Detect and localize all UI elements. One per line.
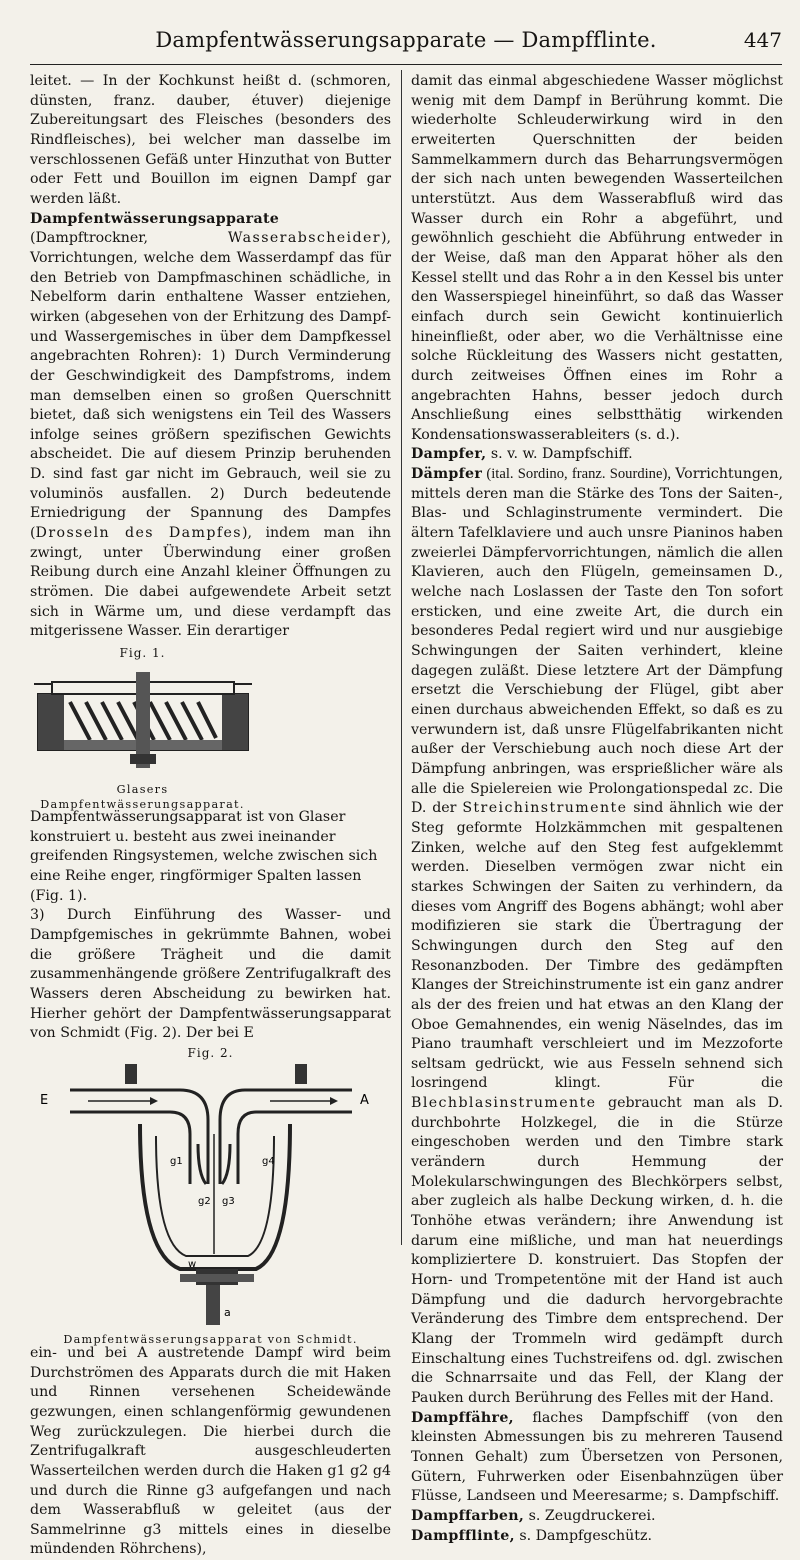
- paragraph-kruemmung: 3) Durch Einführung des Wasser- und Dampfgemisches in gekrümmte Bahnen, wobei die größere Trägheit und die damit zusammenhängende größere Zentrifugalkraft des Wassers deren Abscheidung zu bewirken hat. Hierher gehört der Dampfentwässerungsapparat von Schmidt (Fig. 2). Der bei E: [30, 907, 391, 1042]
- figure-2-drawing: [30, 1064, 391, 1326]
- entry-headword: Dampfentwässerungsapparate: [30, 210, 280, 227]
- entry-text: ), Vorrichtungen, welche dem Wasserdampf das für den Betrieb von Dampfmaschinen schädliche, in Nebelform darin enthaltene Wasser entziehen, wirken (abgesehen von der Erhitzung des Dampf- und Wassergemisches in über dem Dampfkessel angebrachten Rohren): 1) Durch Verminderung der Geschwindigkeit des Dampfstroms, indem man demselben einen so großen Querschnitt bietet, daß sich wenigstens ein Teil des Wassers infolge seines größern spezifischen Gewichts abscheidet. Die auf diesem Prinzip beruhenden D. sind fast gar nicht im Gebrauch, weil sie zu voluminös ausfallen. 2) Durch bedeutende Erniedrigung der Spannung des Dampfes (: [30, 230, 391, 542]
- entry-headword: Dampfer,: [411, 446, 487, 463]
- paragraph-kochkunst: leitet. — In der Kochkunst heißt d. (schmoren, dünsten, franz. dauber, étuver) diejenige Zubereitungsart des Fleisches (besonders des Rindfleisches), bei welcher man dasselbe im verschlossenen Gefäß unter Hinzuthat von Butter oder Fett und Bouillon im eignen Dampf gar werden läßt.: [30, 73, 391, 207]
- emphasis-drosseln: Drosseln des Dampfes: [35, 525, 242, 542]
- entry-text: ), indem man ihn zwingt, unter Überwindung einer großen Reibung durch eine Anzahl kleiner Öffnungen zu strömen. Die dabei aufgewendete Arbeit setzt sich in Wärme um, und diese verdampft das mitgerissene Wasser. Ein derartiger: [30, 525, 391, 640]
- figure-2-caption: Dampfentwässerungsapparat von Schmidt.: [63, 1333, 358, 1347]
- header-rule: [30, 64, 782, 65]
- right-column: [411, 72, 783, 1546]
- entry-text: sind ähnlich wie der Steg geformte Holzkämmchen mit gespaltenen Zinken, welche auf den Steg fest aufgeklemmt werden. Dieselben vermögen zwar nicht ein starkes Schwingen der Saiten zu verhindern, da dieses vom Angriff des Bogens abhängt; wohl aber modifizieren sie stark die Übertragung der Schwingungen durch den Steg auf den Resonanzboden. Der Timbre des gedämpften Klanges der Streichinstrumente ist ein ganz andrer als der des freien und hat etwas an den Klang der Oboe Gemahnendes, ein wenig Näselndes, das im Piano traumhaft verschleiert und im Mezzoforte seltsam gedrückt, wie aus Fesseln sehnend sich losringend klingt. Für die: [411, 800, 783, 1092]
- entry-text: s. Dampfgeschütz.: [514, 1527, 652, 1544]
- figure-1: [30, 644, 255, 812]
- figure-2-label-a: a: [224, 1305, 231, 1319]
- entry-text: gebraucht man als D. durchbohrte Holzkegel, die in die Stürze eingeschoben werden und den Timbre stark verändern durch Hemmung der Molekularschwingungen des Blechkörpers selbst, aber zugleich als halbe Deckung wirken, d. h. die Tonhöhe etwas verändern; ihre Anwendung ist darum eine mißliche, und man hat neuerdings kompliziertere D. konstruiert. Das Stopfen der Horn- und Trompetentöne mit der Hand ist auch Dämpfung und die dadurch hervorgebrachte Veränderung des Timbre dem entsprechend. Der Klang der Trommeln wird gedämpft durch Einschaltung eines Tuchstreifens od. dgl. zwischen die Schnarrsaite und das Fell, der Klang der Pauken durch Berührung des Felles mit der Hand.: [411, 1095, 783, 1406]
- entry-etymology: (ital. Sordino, franz. Sourdine),: [482, 466, 676, 483]
- figure-1-label: Fig. 1.: [119, 646, 166, 661]
- page-header: [30, 28, 782, 58]
- entry-headword: Dämpfer: [411, 466, 483, 483]
- figure-1-drawing: [30, 664, 255, 776]
- entry-synonym: Wasserabscheider: [227, 230, 381, 247]
- figure-2: [30, 1044, 391, 1347]
- figure-2-label-A: A: [360, 1092, 369, 1108]
- figure-2-label-g4: g4: [262, 1155, 275, 1167]
- figure-2-label-g1: g1: [170, 1155, 183, 1167]
- figure-2-label-g2: g2: [198, 1195, 211, 1207]
- figure-1-wrap-text: Dampfentwässerungsapparat ist von Glaser konstruiert u. besteht aus zwei ineinander greifenden Ringsystemen, welche zwischen sich eine Reihe enger, ringförmiger Spalten lassen (Fig. 1).: [30, 809, 378, 904]
- figure-2-label-g3: g3: [222, 1195, 235, 1207]
- figure-2-label-w: w: [188, 1258, 197, 1270]
- entry-headword: Dampffähre,: [411, 1409, 514, 1426]
- entry-daempfer: [411, 465, 783, 1409]
- page-number: 447: [743, 28, 782, 52]
- column-divider: [401, 70, 402, 1245]
- left-column: [30, 72, 391, 1560]
- running-title: Dampfentwässerungsapparate — Dampfflinte.: [155, 28, 657, 52]
- entry-text: s. Zeugdruckerei.: [524, 1507, 656, 1524]
- entry-dampfer: [411, 445, 783, 465]
- entry-dampffarben: [411, 1507, 783, 1527]
- paragraph-continuation: damit das einmal abgeschiedene Wasser möglichst wenig mit dem Dampf in Berührung kommt. Die wiederholte Schleuderwirkung wird in den erweiterten Querschnitten der beiden Sammelkammern durch das Beharrungsvermögen der sich nach unten bewegenden Wasserteilchen unterstützt. Aus dem Wasserabfluß wird das Wasser durch ein Rohr a abgeführt, und gewöhnlich geschieht die Abführung entweder in der Weise, daß man den Apparat höher als den Kessel stellt und das Rohr a in den Kessel bis unter den Wasserspiegel hineinführt, so daß das Wasser einfach durch sein Gewicht kontinuierlich hineinfließt, oder aber, wo die Verhältnisse eine solche Rückleitung des Wassers nicht gestatten, durch zeitweises Öffnen eines im Rohr a angebrachten Hahns, besser jedoch durch Anschließung eines selbstthätig wirkenden Kondensationswasserableiters (s. d.).: [411, 73, 783, 443]
- entry-text: Vorrichtungen, mittels deren man die Stärke des Tons der Saiten-, Blas- und Schlaginstrumente vermindert. Die ältern Tafelklaviere und auch unsre Pianinos haben zweierlei Dämpfervorrichtungen, nämlich die allen Klavieren, auch den Flügeln, gemeinsamen D., welche nach Loslassen der Taste den Ton sofort ersticken, und eine zweite Art, die durch ein besonderes Pedal regiert wird und nur ausgiebige Schwingungen der Saiten verhindert, kleine dagegen zuläßt. Diese letztere Art der Dämpfung ersetzt die Verschiebung der Flügel, gibt aber einen durchaus abweichenden Effekt, so daß es zu verwundern ist, daß unsre Flügelfabrikanten nicht außer der Verschiebung auch noch diese Art der Dämpfung anbringen, was ersprießlicher wäre als alle die Spielereien wie Prolongationspedal zc. Die D. der: [411, 466, 783, 817]
- paragraph-schmidt-apparat: ein- und bei A austretende Dampf wird beim Durchströmen des Apparats durch die mit Haken und Rinnen versehenen Scheidewände gezwungen, einen schlangenförmig gewundenen Weg zurückzulegen. Die hierbei durch die Zentrifugalkraft ausgeschleuderten Wasserteilchen werden durch die Haken g1 g2 g4 und durch die Rinne g3 aufgefangen und nach dem Wasserabfluß w geleitet (aus der Sammelrinne g3 mittels eines in dieselbe mündenden Röhrchens),: [30, 1344, 391, 1558]
- entry-dampfflinte: [411, 1527, 783, 1547]
- entry-dampffaehre: [411, 1409, 783, 1507]
- entry-headword: Dampfflinte,: [411, 1527, 515, 1544]
- figure-2-label: Fig. 2.: [187, 1045, 234, 1060]
- entry-dampfentwaesserungsapparate: [30, 210, 391, 642]
- emphasis-streichinstrumente: Streichinstrumente: [462, 800, 628, 817]
- entry-text: flaches Dampfschiff (von den kleinsten Abmessungen bis zu mehreren Tausend Tonnen Gehalt) zum Übersetzen von Personen, Gütern, Fuhrwerken oder Eisenbahnzügen über Flüsse, Landseen und Meeresarme; s. Dampfschiff.: [411, 1409, 783, 1505]
- entry-headword: Dampffarben,: [411, 1507, 525, 1524]
- figure-2-label-E: E: [40, 1092, 49, 1108]
- figure-1-caption: Glasers Dampfentwässerungsapparat.: [40, 783, 245, 812]
- emphasis-blechblasinstrumente: Blechblasinstrumente: [411, 1095, 597, 1112]
- entry-text: (Dampftrockner,: [30, 230, 228, 247]
- entry-text: s. v. w. Dampfschiff.: [486, 446, 633, 463]
